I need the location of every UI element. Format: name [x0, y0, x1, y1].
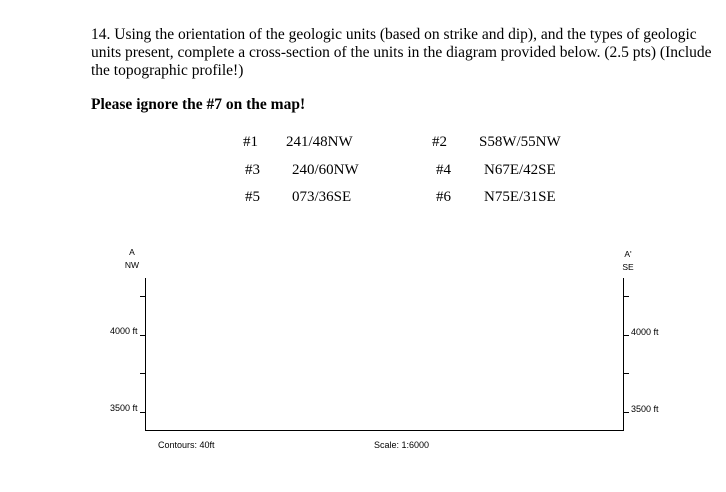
- left-elevation-label: 4000 ft: [110, 326, 138, 336]
- unit-4-orientation: N67E/42SE: [484, 162, 556, 178]
- unit-1-id: #1: [243, 134, 258, 150]
- right-tick: [623, 412, 629, 413]
- scale-label: Scale: 1:6000: [374, 440, 430, 450]
- right-axis: [623, 278, 624, 431]
- left-end-letter: A: [129, 247, 135, 257]
- right-elevation-label: 3500 ft: [631, 404, 659, 414]
- unit-2-orientation: S58W/55NW: [479, 134, 561, 150]
- unit-1-orientation: 241/48NW: [286, 134, 353, 150]
- ignore-note: Please ignore the #7 on the map!: [91, 96, 306, 113]
- left-tick: [140, 373, 146, 374]
- question-text: 14. Using the orientation of the geologic units (based on strike and dip), and the types of geologic units present, complete a cross-section of the units in the diagram provided below. (2.5 pts) (Include the topographic profile!): [91, 26, 712, 79]
- contours-label: Contours: 40ft: [158, 440, 215, 450]
- left-axis: [145, 278, 146, 431]
- left-end-direction: NW: [124, 260, 140, 270]
- unit-5-orientation: 073/36SE: [292, 189, 352, 205]
- right-end-letter: A': [624, 249, 632, 259]
- unit-5-id: #5: [245, 189, 260, 205]
- baseline: [145, 430, 624, 431]
- unit-6-id: #6: [436, 189, 451, 205]
- right-tick: [623, 373, 629, 374]
- unit-6-orientation: N75E/31SE: [484, 189, 556, 205]
- left-elevation-label: 3500 ft: [110, 403, 138, 413]
- right-tick: [623, 335, 629, 336]
- unit-3-orientation: 240/60NW: [292, 162, 359, 178]
- unit-4-id: #4: [436, 162, 451, 178]
- left-tick: [140, 412, 146, 413]
- right-tick: [623, 296, 629, 297]
- left-tick: [140, 296, 146, 297]
- left-tick: [140, 335, 146, 336]
- right-elevation-label: 4000 ft: [631, 327, 659, 337]
- right-end-direction: SE: [622, 262, 634, 272]
- unit-3-id: #3: [245, 162, 260, 178]
- unit-2-id: #2: [432, 134, 447, 150]
